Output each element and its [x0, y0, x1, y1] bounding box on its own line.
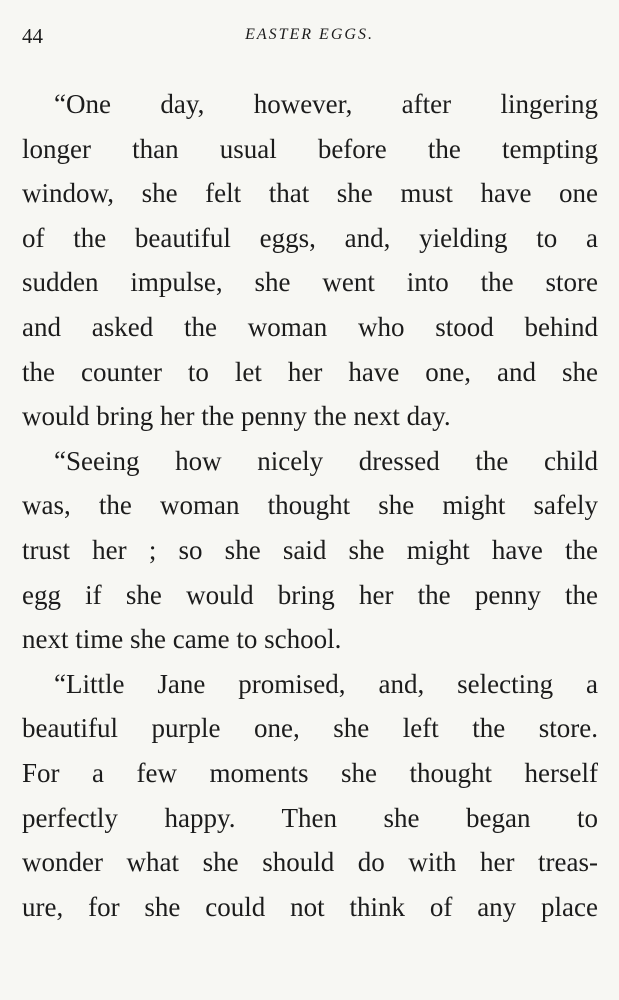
text-line: next time she came to school. — [22, 624, 342, 655]
text-line: “One day, however, after lingering — [54, 89, 598, 119]
text-line: ure, for she could not think of any place — [22, 891, 598, 922]
body-text — [22, 82, 598, 929]
text-line: sudden impulse, she went into the store — [22, 267, 598, 298]
text-line: “Little Jane promised, and, selecting a — [54, 668, 598, 699]
text-line: trust her ; so she said she might have the — [22, 534, 598, 565]
text-line: of the beautiful eggs, and, yielding to a — [22, 222, 598, 253]
text-line: longer than usual before the tempting — [22, 133, 598, 164]
running-head: EASTER EGGS. — [245, 26, 374, 43]
text-line: perfectly happy. Then she began to — [22, 802, 598, 833]
text-line: would bring her the penny the next day. — [22, 401, 451, 432]
text-line: “Seeing how nicely dressed the child — [54, 445, 598, 476]
text-line: wonder what she should do with her treas- — [22, 847, 598, 878]
text-line: was, the woman thought she might safely — [22, 490, 598, 521]
text-line: and asked the woman who stood behind — [22, 311, 598, 342]
text-line: beautiful purple one, she left the store. — [22, 713, 598, 744]
text-line: egg if she would bring her the penny the — [22, 579, 598, 610]
text-line: window, she felt that she must have one — [22, 178, 598, 209]
text-line: For a few moments she thought herself — [22, 757, 598, 788]
text-line: the counter to let her have one, and she — [22, 356, 598, 387]
page-header — [22, 24, 597, 56]
page-number: 44 — [22, 24, 43, 48]
